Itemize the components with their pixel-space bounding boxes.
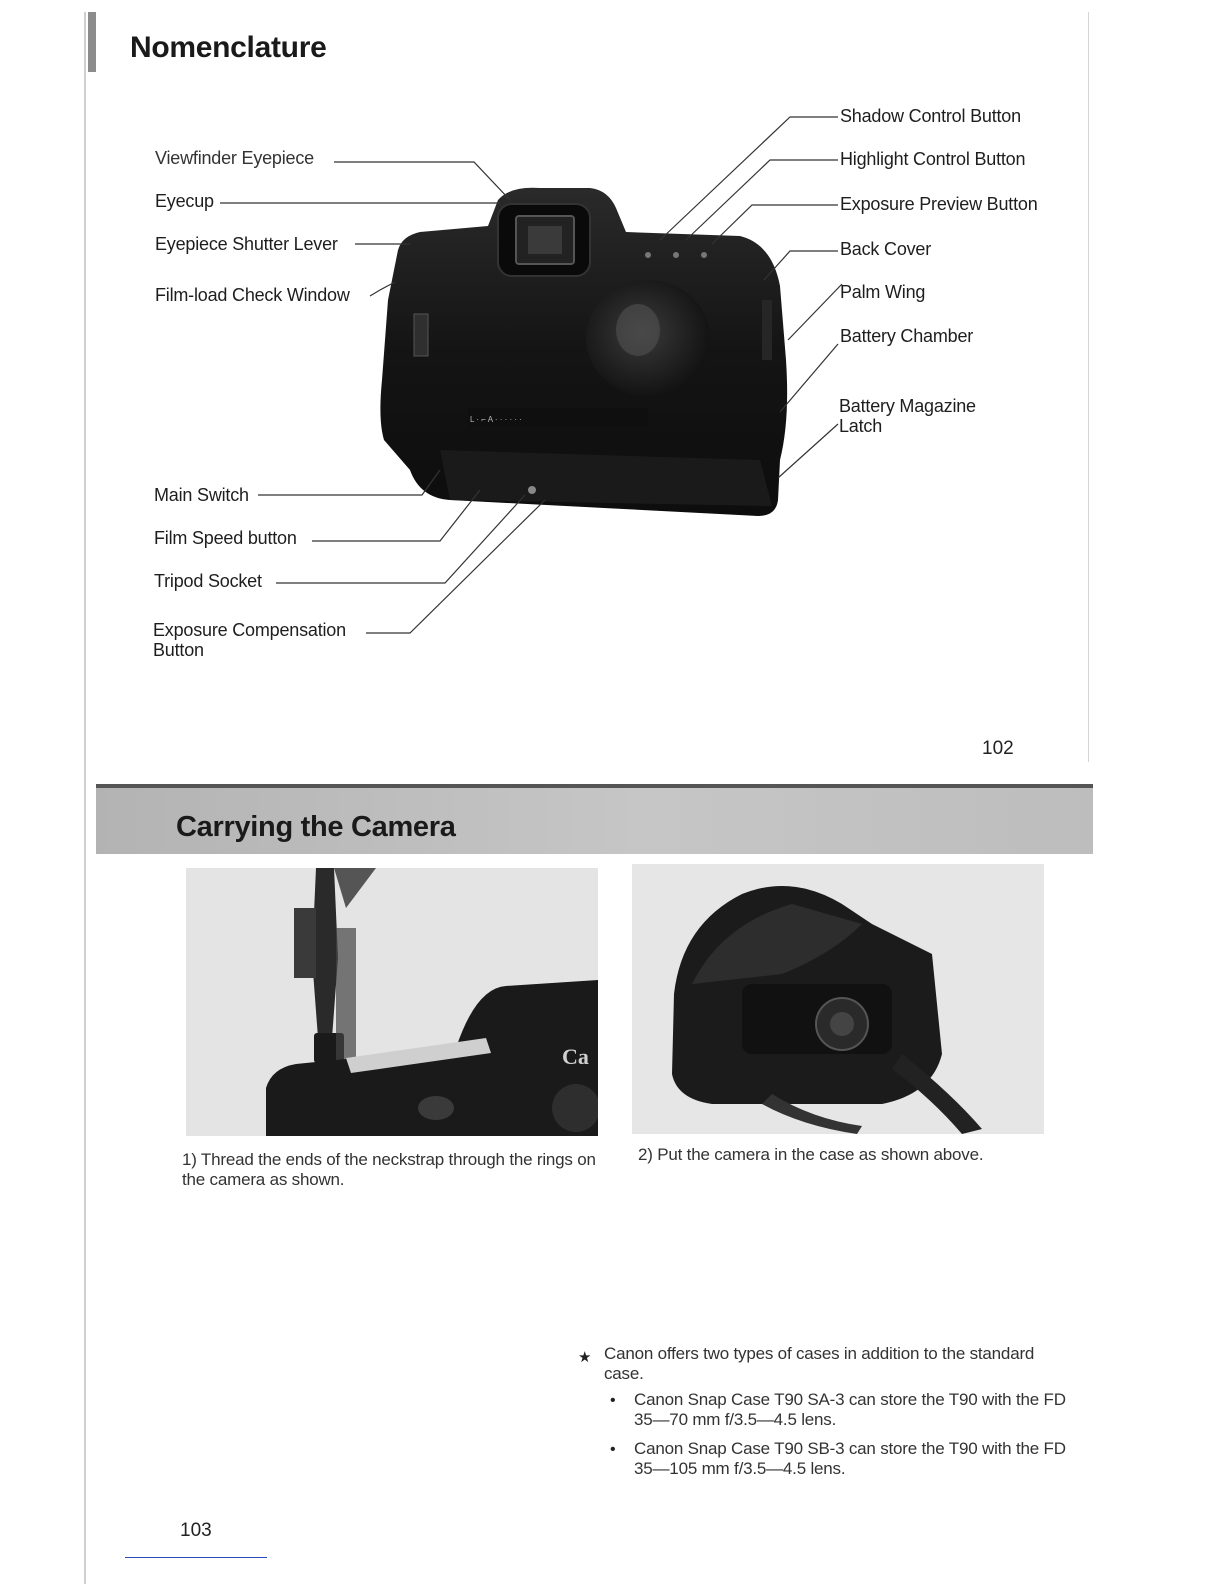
caption-step-1: 1) Thread the ends of the neckstrap through the rings on the camera as shown.: [182, 1150, 596, 1189]
label-tripod-socket: Tripod Socket: [154, 571, 262, 591]
caption-step-2: 2) Put the camera in the case as shown above.: [638, 1145, 984, 1164]
tripod-socket-mark: [528, 486, 536, 494]
film-load-window: [414, 314, 428, 356]
note-item-sb3: Canon Snap Case T90 SB-3 can store the T90 with the FD 35—105 mm f/3.5—4.5 lens.: [634, 1439, 1066, 1478]
note-cases: Canon offers two types of cases in addition to the standard case.: [604, 1344, 1035, 1383]
label-film-speed-button: Film Speed button: [154, 528, 297, 548]
label-exposure-compensation-button: Exposure Compensation Button: [153, 620, 346, 660]
photo-brand-text: Ca: [562, 1044, 589, 1069]
camera-back-diagram: [0, 0, 1224, 780]
page-title-nomenclature: Nomenclature: [130, 31, 327, 64]
page-number-102: 102: [982, 738, 1014, 759]
label-highlight-control-button: Highlight Control Button: [840, 149, 1026, 169]
label-shadow-control-button: Shadow Control Button: [840, 106, 1021, 126]
label-viewfinder-eyepiece: Viewfinder Eyepiece: [155, 148, 314, 168]
label-eyepiece-shutter-lever: Eyepiece Shutter Lever: [155, 234, 338, 254]
svg-text:L · ⌐ A · · · · · ·: L · ⌐ A · · · · · ·: [470, 415, 522, 424]
footer-link-line: [125, 1557, 267, 1558]
label-battery-magazine-latch: Battery Magazine Latch: [839, 396, 976, 436]
photo-camera-case: [632, 864, 1044, 1134]
note-item-sa3: Canon Snap Case T90 SA-3 can store the T90 with the FD 35—70 mm f/3.5—4.5 lens.: [634, 1390, 1066, 1429]
star-icon: ★: [578, 1349, 592, 1366]
page-title-carrying-camera: Carrying the Camera: [176, 811, 456, 843]
label-palm-wing: Palm Wing: [840, 282, 926, 302]
bullet-icon: •: [610, 1441, 616, 1458]
label-eyecup: Eyecup: [155, 191, 214, 211]
label-battery-chamber: Battery Chamber: [840, 326, 974, 346]
bullet-icon: •: [610, 1392, 616, 1409]
label-exposure-preview-button: Exposure Preview Button: [840, 194, 1038, 214]
page-number-103: 103: [180, 1520, 212, 1541]
label-main-switch: Main Switch: [154, 485, 249, 505]
label-back-cover: Back Cover: [840, 239, 932, 259]
label-film-load-check-window: Film-load Check Window: [155, 285, 350, 305]
photo-neckstrap: [186, 868, 598, 1136]
